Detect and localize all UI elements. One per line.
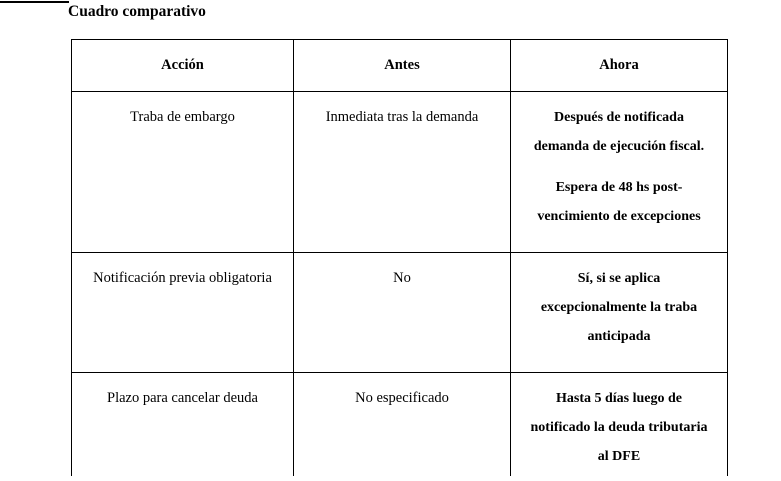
cell-accion: Notificación previa obligatoria [72, 253, 294, 373]
text-line: Espera de 48 hs post- [555, 180, 683, 195]
cell-antes: No [294, 253, 511, 373]
text-line: al DFE [597, 449, 641, 464]
table-row-notificacion-previa [72, 253, 728, 373]
comparison-table-container [71, 39, 730, 476]
header-row [72, 40, 728, 92]
cell-ahora [511, 253, 728, 373]
text-line: anticipada [587, 329, 651, 344]
column-header-ahora: Ahora [511, 40, 728, 92]
table-row-plazo-cancelar-deuda [72, 373, 728, 477]
cell-ahora [511, 92, 728, 253]
text-line: Después de notificada [554, 110, 684, 125]
paragraph [515, 173, 723, 231]
cell-antes: No especificado [294, 373, 511, 477]
cell-ahora [511, 373, 728, 477]
cell-antes: Inmediata tras la demanda [294, 92, 511, 253]
text-line: vencimiento de excepciones [537, 209, 701, 224]
paragraph [515, 384, 723, 471]
text-line: Hasta 5 días luego de [555, 391, 682, 406]
table-row-traba-de-embargo [72, 92, 728, 253]
column-header-antes: Antes [294, 40, 511, 92]
document-title: Cuadro comparativo [68, 3, 206, 20]
paragraph [515, 103, 723, 161]
column-header-accion: Acción [72, 40, 294, 92]
text-line: notificado la deuda tributaria [530, 420, 708, 435]
text-line: excepcionalmente la traba [540, 300, 698, 315]
text-line: Sí, si se aplica [577, 271, 661, 286]
cell-accion: Plazo para cancelar deuda [72, 373, 294, 477]
cropped-page-edge-line [0, 1, 69, 3]
comparison-table [71, 39, 728, 476]
paragraph [515, 264, 723, 351]
text-line: demanda de ejecución fiscal. [533, 139, 705, 154]
cell-accion: Traba de embargo [72, 92, 294, 253]
